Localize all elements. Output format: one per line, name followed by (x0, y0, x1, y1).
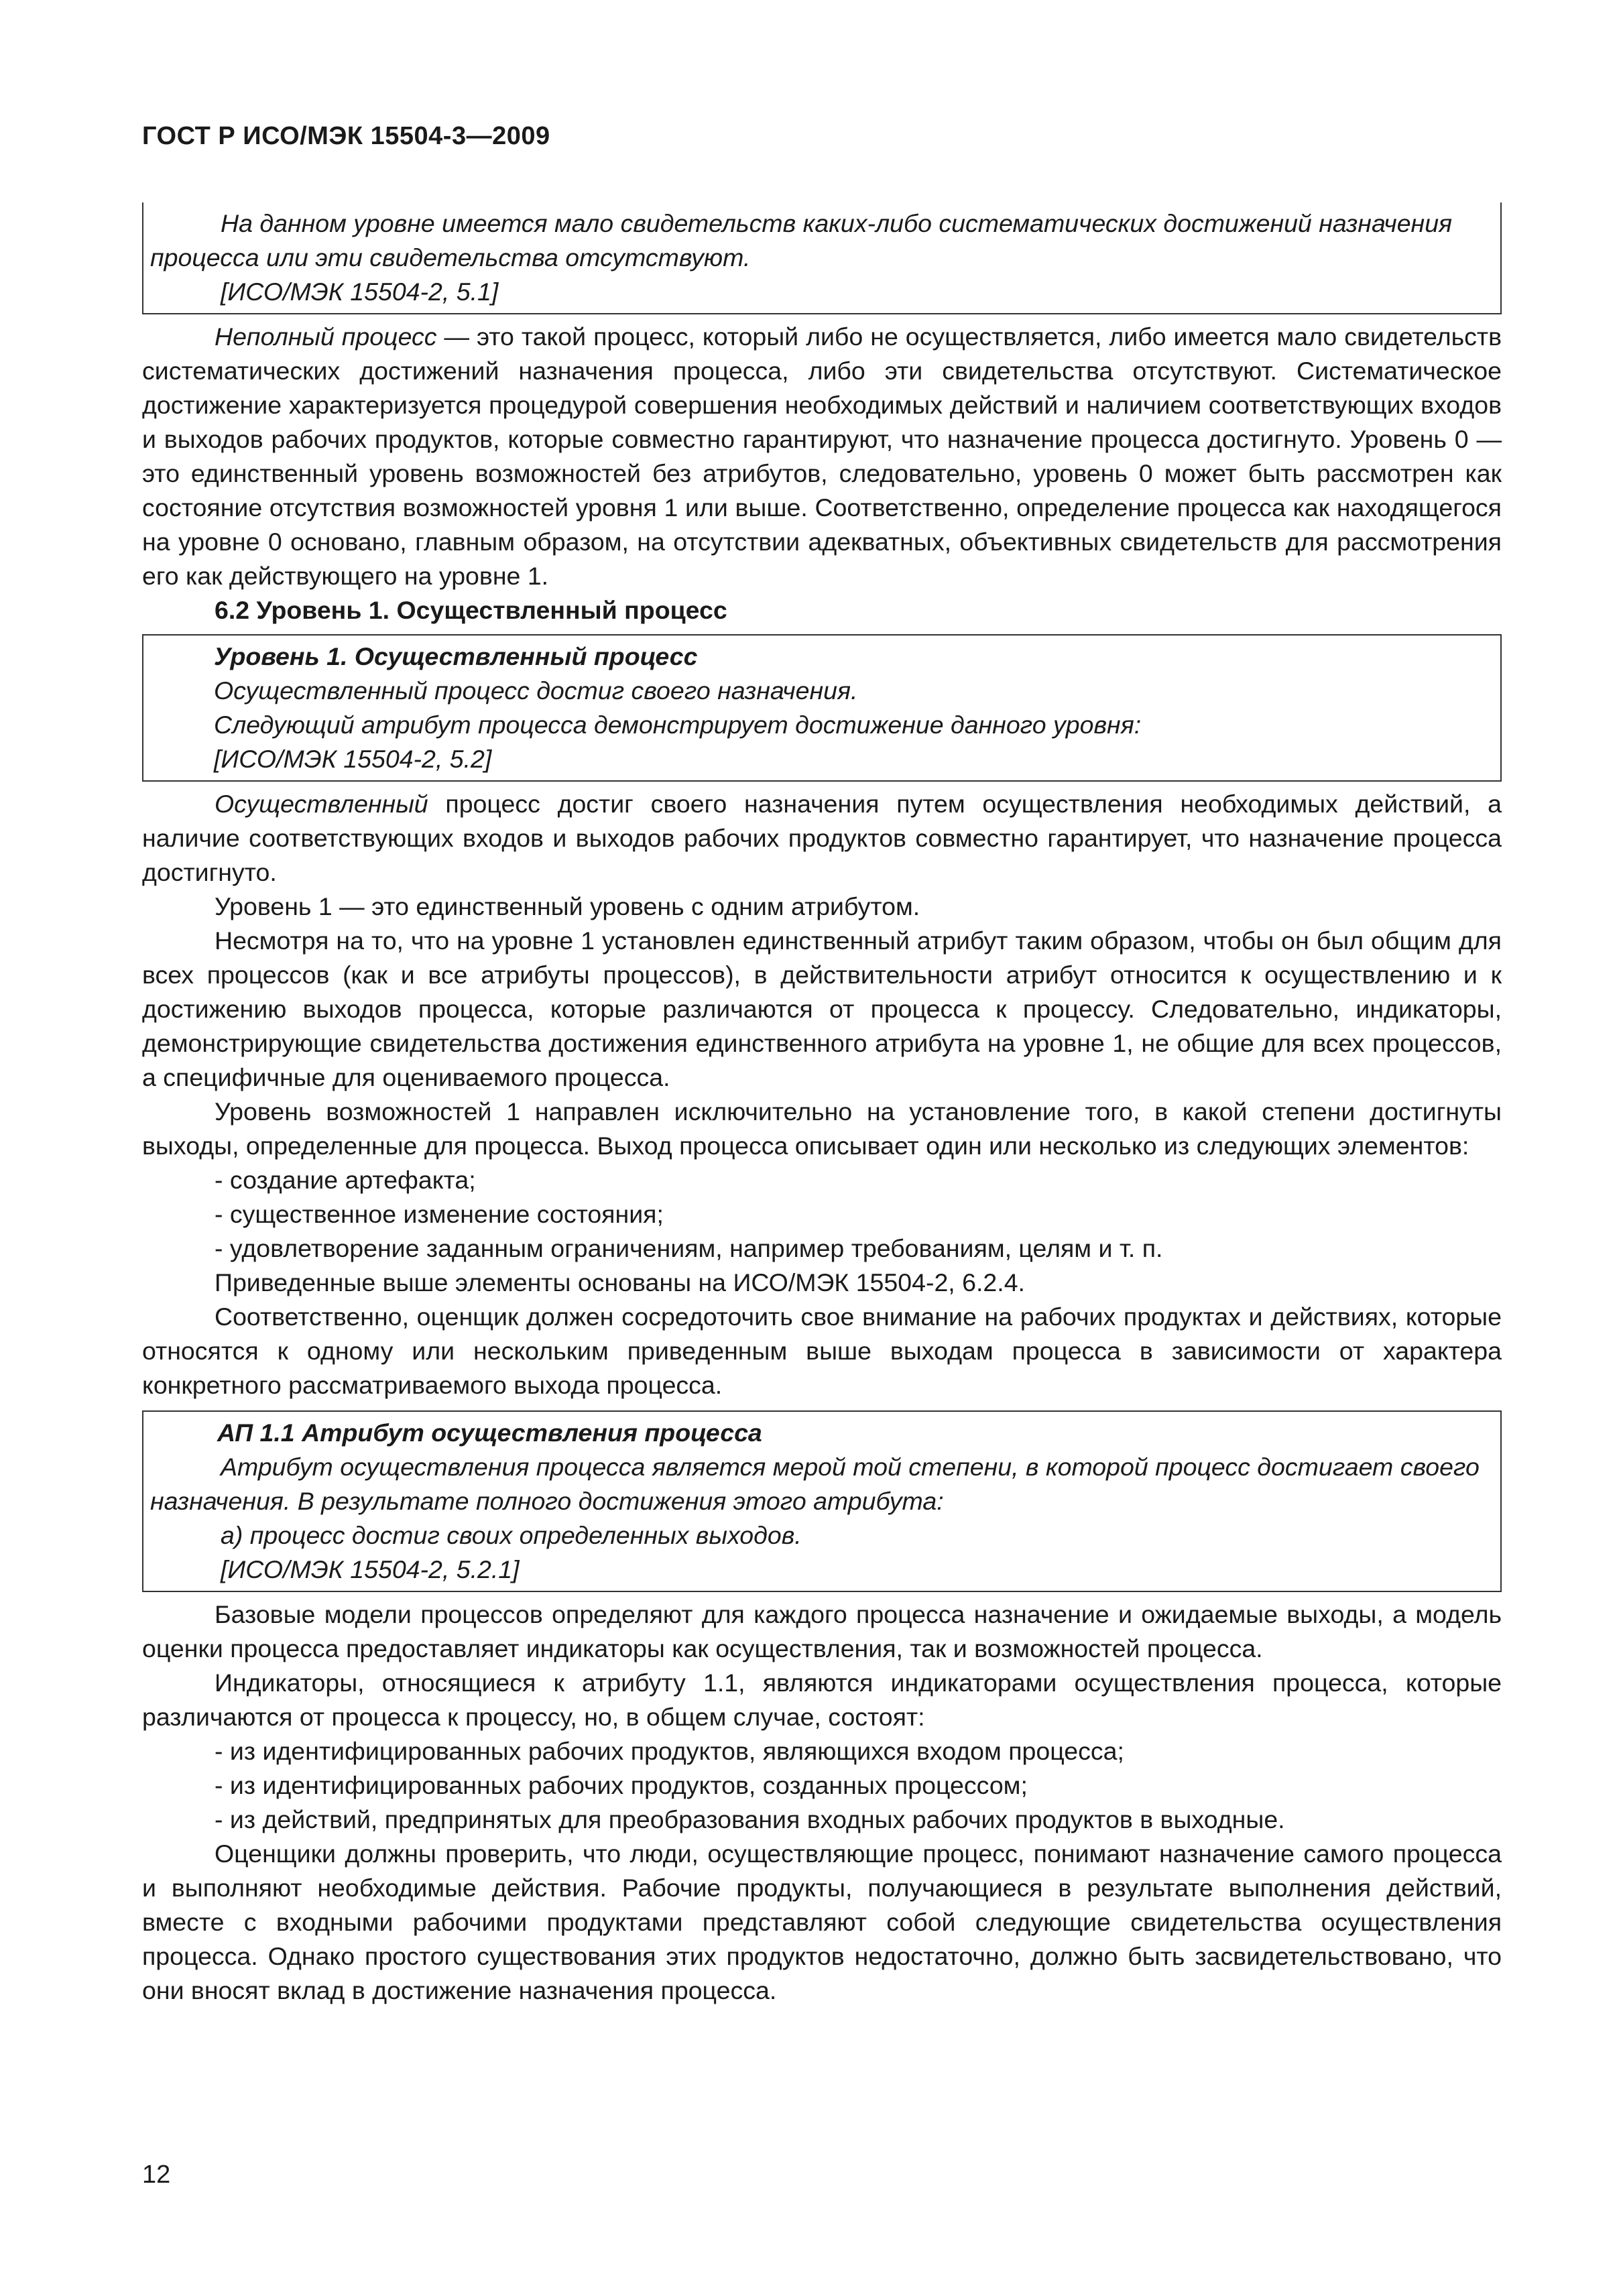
page-number: 12 (142, 2161, 171, 2189)
quote-box-level0 (142, 202, 1502, 314)
list-item: - создание артефакта; (215, 1166, 476, 1194)
box-title: АП 1.1 Атрибут осуществления процесса (217, 1418, 762, 1447)
paragraph: Приведенные выше элементы основаны на ИСО/МЭК 15504-2, 6.2.4. (215, 1268, 1025, 1296)
box-text: а) процесс достиг своих определенных выходов. (221, 1521, 802, 1549)
paragraph-text: — это такой процесс, который либо не осуществляется, либо имеется мало свидетельств систематических достижений назначения процесса, либо эти свидетельства отсутствуют. Систематическое достижение характеризуется процедурой совершения необходимых действий и наличием соответствующих входов и выходов рабочих продуктов, которые совместно гарантируют, что назначение процесса достигнуто. Уровень 0 — это единственный уровень возможностей без атрибутов, следовательно, уровень 0 может быть рассмотрен как состояние отсутствия возможностей уровня 1 или выше. Соответственно, определение процесса как находящегося на уровне 0 основано, главным образом, на отсутствии адекватных, объективных свидетельств для рассмотрения его как действующего на уровне 1. (142, 322, 1502, 590)
box-text: На данном уровне имеется мало свидетельств каких-либо систематических достижений назначения процесса или эти свидетельства отсутствуют. (150, 209, 1453, 271)
section-heading-6-2: 6.2 Уровень 1. Осуществленный процесс (215, 596, 727, 624)
paragraph: Оценщики должны проверить, что люди, осуществляющие процесс, понимают назначение самого процесса и выполняют необходимые действия. Рабочие продукты, получающиеся в результате выполнения действий, вместе с входными рабочими продуктами представляют собой следующие свидетельства осуществления процесса. Однако простого существования этих продуктов недостаточно, должно быть засвидетельствовано, что они вносят вклад в достижение назначения процесса. (142, 1839, 1502, 2004)
box-title: Уровень 1. Осуществленный процесс (214, 642, 698, 670)
document-header: ГОСТ Р ИСО/МЭК 15504-3—2009 (142, 122, 550, 150)
list-item: - удовлетворение заданным ограничениям, например требованиям, целям и т. п. (215, 1234, 1163, 1262)
paragraph: Уровень возможностей 1 направлен исключительно на установление того, в какой степени достигнуты выходы, определенные для процесса. Выход процесса описывает один или несколько из следующих элементов: (142, 1097, 1502, 1160)
paragraph-text: процесс достиг своего назначения путем осуществления необходимых действий, а наличие соответствующих входов и выходов рабочих продуктов совместно гарантирует, что назначение процесса достигнуто. (142, 790, 1502, 886)
list-item: - существенное изменение состояния; (215, 1200, 664, 1228)
paragraph: Уровень 1 — это единственный уровень с одним атрибутом. (215, 892, 920, 920)
paragraph: Индикаторы, относящиеся к атрибуту 1.1, являются индикаторами осуществления процесса, которые различаются от процесса к процессу, но, в общем случае, состоят: (142, 1669, 1502, 1731)
box-text: Осуществленный процесс достиг своего назначения. (214, 676, 858, 705)
box-text: Атрибут осуществления процесса является мерой той степени, в которой процесс достигает своего назначения. В результате полного достижения этого атрибута: (150, 1453, 1480, 1515)
paragraph: Соответственно, оценщик должен сосредоточить свое внимание на рабочих продуктах и действиях, которые относятся к одному или нескольким приведенным выше выходам процесса в зависимости от характера конкретного рассматриваемого выхода процесса. (142, 1303, 1502, 1399)
paragraph: Базовые модели процессов определяют для каждого процесса назначение и ожидаемые выходы, а модель оценки процесса предоставляет индикаторы как осуществления, так и возможностей процесса. (142, 1600, 1502, 1663)
quote-box-ap-1-1 (142, 1410, 1502, 1592)
page-content (142, 202, 1502, 2008)
box-text: Следующий атрибут процесса демонстрирует достижение данного уровня: (214, 711, 1142, 739)
box-reference: [ИСО/МЭК 15504-2, 5.2.1] (221, 1555, 520, 1583)
list-item: - из идентифицированных рабочих продуктов, являющихся входом процесса; (215, 1737, 1124, 1765)
box-reference: [ИСО/МЭК 15504-2, 5.2] (214, 745, 492, 773)
list-item: - из действий, предпринятых для преобразования входных рабочих продуктов в выходные. (215, 1805, 1285, 1833)
list-item: - из идентифицированных рабочих продуктов, созданных процессом; (215, 1771, 1028, 1799)
paragraph-performed-process (142, 787, 1502, 890)
term: Неполный процесс (215, 322, 437, 351)
quote-box-level1 (142, 634, 1502, 782)
paragraph-incomplete-process (142, 320, 1502, 593)
paragraph: Несмотря на то, что на уровне 1 установлен единственный атрибут таким образом, чтобы он был общим для всех процессов (как и все атрибуты процессов), в действительности атрибут относится к осуществлению и к достижению выходов процесса, которые различаются от процесса к процессу. Следовательно, индикаторы, демонстрирующие свидетельства достижения единственного атрибута на уровне 1, не общие для всех процессов, а специфичные для оцениваемого процесса. (142, 926, 1502, 1091)
box-reference: [ИСО/МЭК 15504-2, 5.1] (221, 278, 499, 306)
term: Осуществленный (215, 790, 428, 818)
